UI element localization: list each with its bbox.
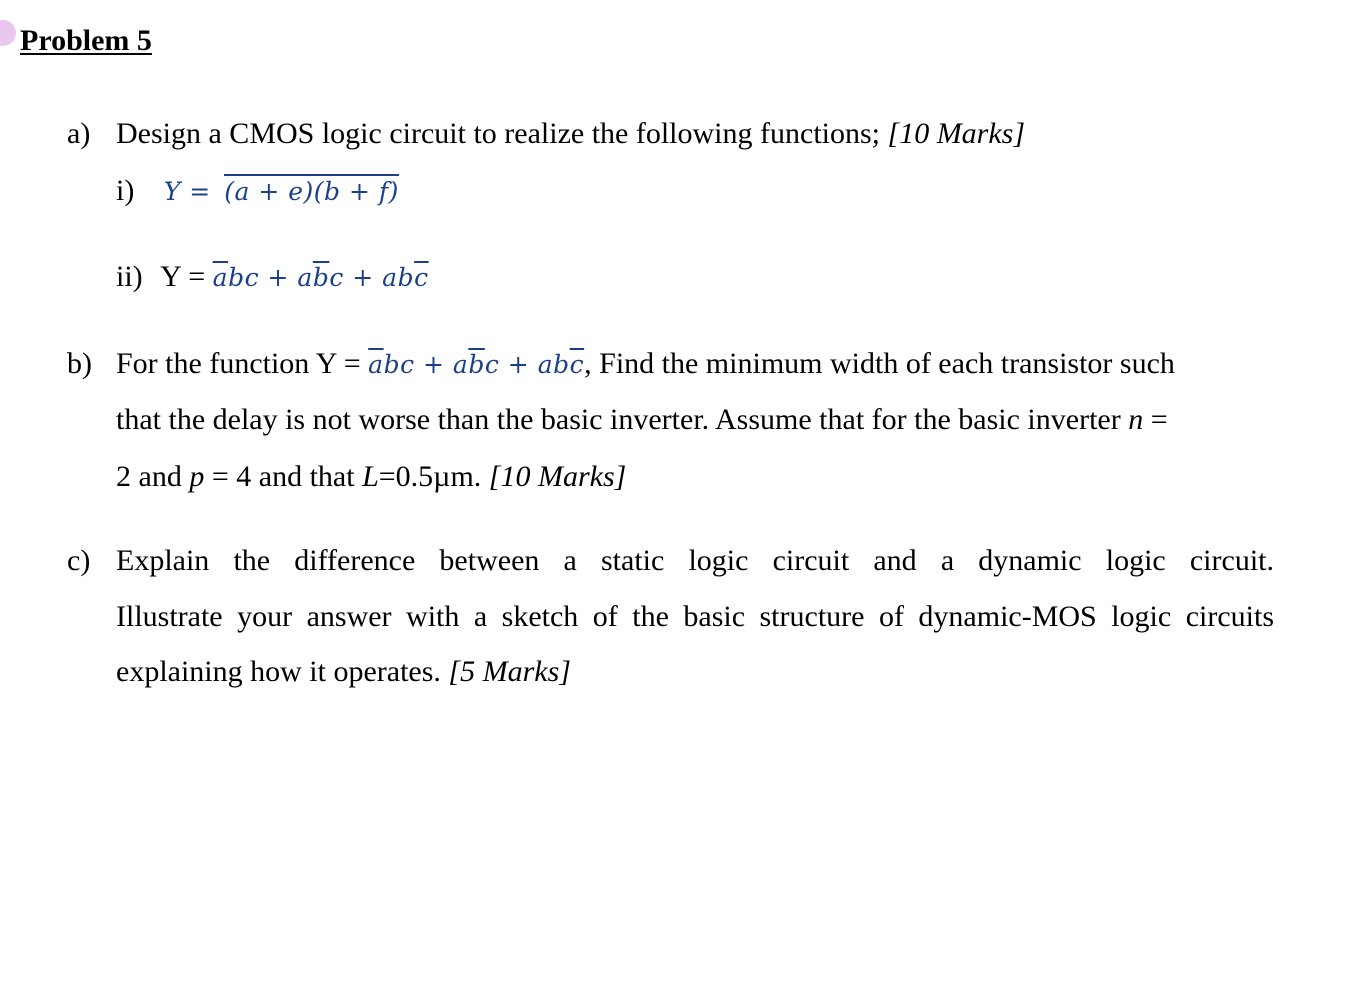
part-c-marks: [5 Marks] bbox=[448, 655, 571, 688]
part-b-line-1: For the function $Y = \overline{a}bc + a\overline{b}c + ab\overline{c}$, Find the minimum width of each transistor such bbox=[116, 347, 1175, 380]
part-a-i-label: i) bbox=[116, 174, 135, 207]
part-a-ii-expression: $\overline{a}bc + a\overline{b}c + ab\overline{c}$ bbox=[212, 263, 429, 292]
part-c-label: c) bbox=[67, 544, 91, 577]
part-c-line-3: explaining how it operates. [5 Marks] bbox=[116, 655, 571, 688]
part-c-line-1: Explain the difference between a static logic circuit and a dynamic logic circuit. bbox=[116, 544, 1274, 577]
part-a-i-expression: (a + e)(b + f) bbox=[224, 174, 399, 206]
part-a-label: a) bbox=[67, 117, 91, 150]
part-c-line-2: Illustrate your answer with a sketch of the basic structure of dynamic-MOS logic circuits bbox=[116, 600, 1274, 633]
part-a-ii-label: ii) bbox=[116, 260, 143, 293]
part-a-text bbox=[116, 116, 1025, 152]
problem-title: Problem 5 bbox=[20, 24, 152, 57]
highlight-dot bbox=[0, 20, 16, 46]
part-b-expression: $\overline{a}bc + a\overline{b}c + ab\overline{c}$ bbox=[368, 350, 585, 379]
part-a-ii-lhs: Y = bbox=[160, 260, 206, 293]
part-b-line-2: that the delay is not worse than the basic inverter. Assume that for the basic inverter n = bbox=[116, 403, 1168, 436]
part-b-marks: [10 Marks] bbox=[488, 460, 627, 493]
part-a-ii bbox=[116, 259, 429, 296]
part-a-marks: [10 Marks] bbox=[887, 117, 1026, 150]
part-b-label: b) bbox=[67, 347, 92, 380]
part-a-i bbox=[116, 173, 399, 210]
part-a-i-lhs: Y = bbox=[163, 177, 211, 206]
part-a-question: Design a CMOS logic circuit to realize the following functions; bbox=[116, 117, 881, 150]
part-b-line-3: 2 and p = 4 and that L=0.5µm. [10 Marks] bbox=[116, 460, 627, 493]
